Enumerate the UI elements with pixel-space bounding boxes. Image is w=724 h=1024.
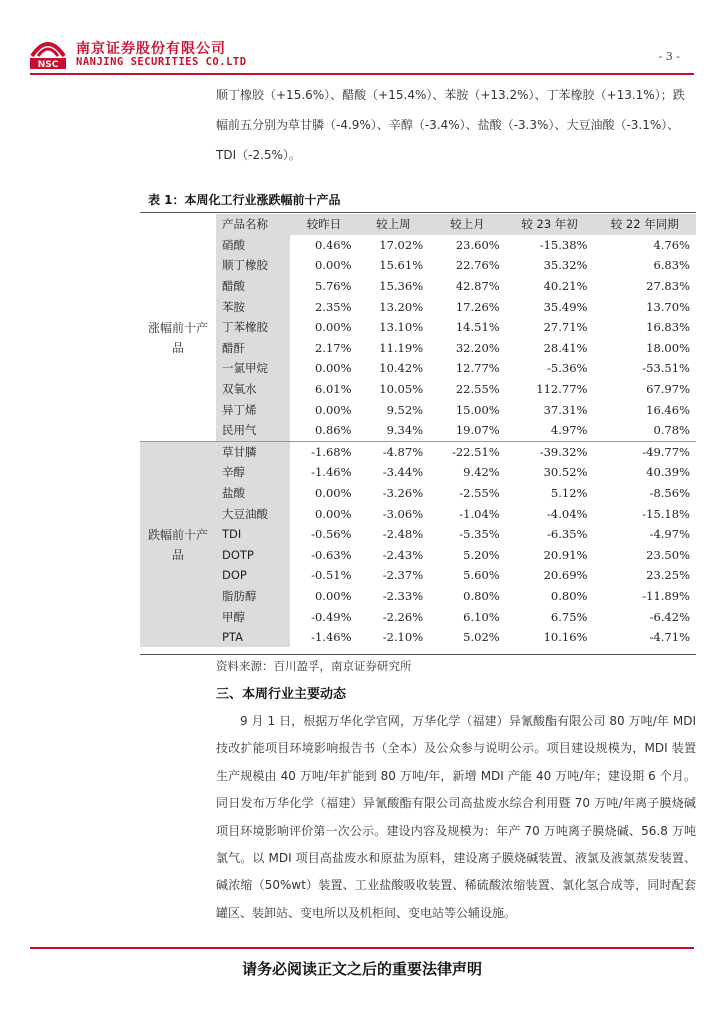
- product-name-cell: 甲醇: [216, 606, 290, 627]
- group-header-blank: [140, 214, 216, 235]
- value-cell: -2.33%: [358, 586, 430, 607]
- value-cell: 16.83%: [593, 317, 696, 338]
- value-cell: 0.00%: [290, 483, 357, 504]
- product-name-cell: 异丁烯: [216, 399, 290, 420]
- value-cell: -1.68%: [290, 441, 357, 462]
- value-cell: -5.35%: [429, 524, 506, 545]
- product-name-cell: 顺丁橡胶: [216, 255, 290, 276]
- value-cell: 27.83%: [593, 276, 696, 297]
- value-cell: 6.83%: [593, 255, 696, 276]
- table-body: [140, 235, 696, 648]
- product-name-cell: PTA: [216, 627, 290, 648]
- value-cell: 14.51%: [429, 317, 506, 338]
- table-bottom-rule: [140, 654, 696, 655]
- col-vs-last-year: 较 22 年同期: [593, 214, 696, 235]
- value-cell: 12.77%: [429, 358, 506, 379]
- value-cell: 11.19%: [358, 338, 430, 359]
- value-cell: -2.43%: [358, 545, 430, 566]
- value-cell: -4.71%: [593, 627, 696, 648]
- value-cell: 13.20%: [358, 296, 430, 317]
- value-cell: 0.80%: [429, 586, 506, 607]
- page-header: [0, 0, 724, 80]
- value-cell: 17.02%: [358, 235, 430, 256]
- product-name-cell: 硝酸: [216, 235, 290, 256]
- table-row: [140, 317, 696, 338]
- value-cell: 6.01%: [290, 379, 357, 400]
- value-cell: -0.56%: [290, 524, 357, 545]
- value-cell: -0.51%: [290, 565, 357, 586]
- nsc-logo-icon: [28, 36, 68, 70]
- legal-notice: 请务必阅读正文之后的重要法律声明: [241, 960, 482, 978]
- value-cell: 5.12%: [506, 483, 594, 504]
- value-cell: -1.04%: [429, 503, 506, 524]
- table-row: [140, 462, 696, 483]
- value-cell: -4.04%: [506, 503, 594, 524]
- value-cell: -15.18%: [593, 503, 696, 524]
- value-cell: -11.89%: [593, 586, 696, 607]
- table-row: [140, 545, 696, 566]
- value-cell: -3.26%: [358, 483, 430, 504]
- col-vs-yesterday: 较昨日: [290, 214, 357, 235]
- product-name-cell: 醋酸: [216, 276, 290, 297]
- table-row: [140, 565, 696, 586]
- product-name-cell: 丁苯橡胶: [216, 317, 290, 338]
- value-cell: 42.87%: [429, 276, 506, 297]
- value-cell: -49.77%: [593, 441, 696, 462]
- value-cell: 10.42%: [358, 358, 430, 379]
- table-source: 资料来源：百川盈孚，南京证券研究所: [216, 659, 412, 673]
- value-cell: 9.34%: [358, 420, 430, 441]
- product-name-cell: TDI: [216, 524, 290, 545]
- value-cell: 0.00%: [290, 358, 357, 379]
- value-cell: 32.20%: [429, 338, 506, 359]
- value-cell: 13.10%: [358, 317, 430, 338]
- section-title: 三、本周行业主要动态: [216, 687, 347, 702]
- value-cell: 23.60%: [429, 235, 506, 256]
- value-cell: -3.44%: [358, 462, 430, 483]
- product-name-cell: DOP: [216, 565, 290, 586]
- table-row: [140, 503, 696, 524]
- value-cell: 23.50%: [593, 545, 696, 566]
- product-name-cell: 大豆油酸: [216, 503, 290, 524]
- product-name-cell: DOTP: [216, 545, 290, 566]
- group-label-losers: 跌幅前十产品: [140, 441, 216, 647]
- value-cell: 13.70%: [593, 296, 696, 317]
- top-movers-table: [140, 214, 696, 647]
- logo-abbr: NSC: [37, 60, 59, 70]
- value-cell: 17.26%: [429, 296, 506, 317]
- value-cell: -53.51%: [593, 358, 696, 379]
- value-cell: -22.51%: [429, 441, 506, 462]
- value-cell: 30.52%: [506, 462, 594, 483]
- table-row: [140, 379, 696, 400]
- value-cell: 40.21%: [506, 276, 594, 297]
- value-cell: -2.48%: [358, 524, 430, 545]
- product-name-cell: 双氧水: [216, 379, 290, 400]
- value-cell: 35.32%: [506, 255, 594, 276]
- value-cell: -4.97%: [593, 524, 696, 545]
- value-cell: 112.77%: [506, 379, 594, 400]
- table-row: [140, 420, 696, 441]
- product-name-cell: 民用气: [216, 420, 290, 441]
- value-cell: 0.86%: [290, 420, 357, 441]
- value-cell: 5.02%: [429, 627, 506, 648]
- table-title: 表 1：本周化工行业涨跌幅前十产品: [148, 193, 341, 207]
- product-name-cell: 一氯甲烷: [216, 358, 290, 379]
- value-cell: 9.52%: [358, 399, 430, 420]
- value-cell: 10.16%: [506, 627, 594, 648]
- value-cell: -4.87%: [358, 441, 430, 462]
- value-cell: 6.10%: [429, 606, 506, 627]
- value-cell: 6.75%: [506, 606, 594, 627]
- value-cell: -2.10%: [358, 627, 430, 648]
- value-cell: -1.46%: [290, 462, 357, 483]
- value-cell: 22.76%: [429, 255, 506, 276]
- product-name-cell: 盐酸: [216, 483, 290, 504]
- header-divider: [30, 73, 694, 75]
- value-cell: 16.46%: [593, 399, 696, 420]
- value-cell: 0.00%: [290, 255, 357, 276]
- value-cell: 2.35%: [290, 296, 357, 317]
- value-cell: -2.55%: [429, 483, 506, 504]
- value-cell: -0.49%: [290, 606, 357, 627]
- table-row: [140, 255, 696, 276]
- col-product: 产品名称: [216, 214, 290, 235]
- product-name-cell: 醋酐: [216, 338, 290, 359]
- value-cell: 4.97%: [506, 420, 594, 441]
- product-name-cell: 脂肪醇: [216, 586, 290, 607]
- value-cell: -1.46%: [290, 627, 357, 648]
- value-cell: -6.42%: [593, 606, 696, 627]
- value-cell: -39.32%: [506, 441, 594, 462]
- value-cell: 20.69%: [506, 565, 594, 586]
- value-cell: 5.76%: [290, 276, 357, 297]
- value-cell: -5.36%: [506, 358, 594, 379]
- table-header-row: [140, 214, 696, 235]
- table-row: [140, 483, 696, 504]
- value-cell: 67.97%: [593, 379, 696, 400]
- intro-paragraph: 顺丁橡胶（+15.6%）、醋酸（+15.4%）、苯胺（+13.2%）、丁苯橡胶（+13.1%）；跌幅前五分别为草甘膦（-4.9%）、辛醇（-3.4%）、盐酸（-3.3%）、大豆油酸（-3.1%）、TDI（-2.5%）。: [216, 88, 685, 162]
- value-cell: 0.00%: [290, 586, 357, 607]
- value-cell: 23.25%: [593, 565, 696, 586]
- company-name-cn: 南京证券股份有限公司: [76, 41, 226, 57]
- col-vs-year-start: 较 23 年初: [506, 214, 594, 235]
- value-cell: 0.80%: [506, 586, 594, 607]
- table-row: [140, 627, 696, 648]
- value-cell: 9.42%: [429, 462, 506, 483]
- table-row: [140, 338, 696, 359]
- table-row: [140, 586, 696, 607]
- value-cell: 2.17%: [290, 338, 357, 359]
- value-cell: 35.49%: [506, 296, 594, 317]
- value-cell: -0.63%: [290, 545, 357, 566]
- value-cell: 5.20%: [429, 545, 506, 566]
- group-label-gainers: 涨幅前十产品: [140, 235, 216, 441]
- footer-divider: [30, 947, 694, 949]
- value-cell: 0.00%: [290, 399, 357, 420]
- value-cell: 4.76%: [593, 235, 696, 256]
- value-cell: 28.41%: [506, 338, 594, 359]
- value-cell: 0.46%: [290, 235, 357, 256]
- table-row: [140, 441, 696, 462]
- company-name-en: NANJING SECURITIES CO.LTD: [76, 56, 247, 68]
- table-row: [140, 296, 696, 317]
- product-name-cell: 草甘膦: [216, 441, 290, 462]
- value-cell: 20.91%: [506, 545, 594, 566]
- value-cell: 15.00%: [429, 399, 506, 420]
- value-cell: -2.37%: [358, 565, 430, 586]
- value-cell: 15.61%: [358, 255, 430, 276]
- value-cell: 5.60%: [429, 565, 506, 586]
- value-cell: -3.06%: [358, 503, 430, 524]
- product-name-cell: 辛醇: [216, 462, 290, 483]
- value-cell: -6.35%: [506, 524, 594, 545]
- value-cell: 10.05%: [358, 379, 430, 400]
- table-row: [140, 399, 696, 420]
- section-body: 9 月 1 日，根据万华化学官网，万华化学（福建）异氰酸酯有限公司 80 万吨/年 MDI 技改扩能项目环境影响报告书（全本）及公众参与说明公示。项目建设规模为，MDI 装置生产规模由 40 万吨/年扩能到 80 万吨/年，新增 MDI 产能 40 万吨/年；建设期 6 个月。同日发布万华化学（福建）异氰酸酯有限公司高盐废水综合利用暨 70 万吨/年离子膜烧碱项目环境影响评价第一次公示。建设内容及规模为：年产 70 万吨离子膜烧碱、56.8 万吨氯气。以 MDI 项目高盐废水和原盐为原料，建设离子膜烧碱装置、液氯及液氯蒸发装置、碱浓缩（50%wt）装置、工业盐酸吸收装置、稀硫酸浓缩装置、氯化氢合成等，同时配套罐区、装卸站、变电所以及机柜间、变电站等公辅设施。: [216, 714, 696, 920]
- value-cell: 0.78%: [593, 420, 696, 441]
- value-cell: 0.00%: [290, 503, 357, 524]
- table-row: [140, 358, 696, 379]
- value-cell: 37.31%: [506, 399, 594, 420]
- table-top-rule: [140, 212, 696, 213]
- value-cell: -8.56%: [593, 483, 696, 504]
- product-name-cell: 苯胺: [216, 296, 290, 317]
- page-number: - 3 -: [658, 50, 680, 63]
- table-row: [140, 276, 696, 297]
- col-vs-last-week: 较上周: [358, 214, 430, 235]
- value-cell: 40.39%: [593, 462, 696, 483]
- value-cell: -2.26%: [358, 606, 430, 627]
- value-cell: 27.71%: [506, 317, 594, 338]
- table-row: [140, 606, 696, 627]
- table-row: [140, 524, 696, 545]
- col-vs-last-month: 较上月: [429, 214, 506, 235]
- value-cell: 22.55%: [429, 379, 506, 400]
- value-cell: 0.00%: [290, 317, 357, 338]
- table-row: [140, 235, 696, 256]
- value-cell: -15.38%: [506, 235, 594, 256]
- value-cell: 19.07%: [429, 420, 506, 441]
- value-cell: 15.36%: [358, 276, 430, 297]
- value-cell: 18.00%: [593, 338, 696, 359]
